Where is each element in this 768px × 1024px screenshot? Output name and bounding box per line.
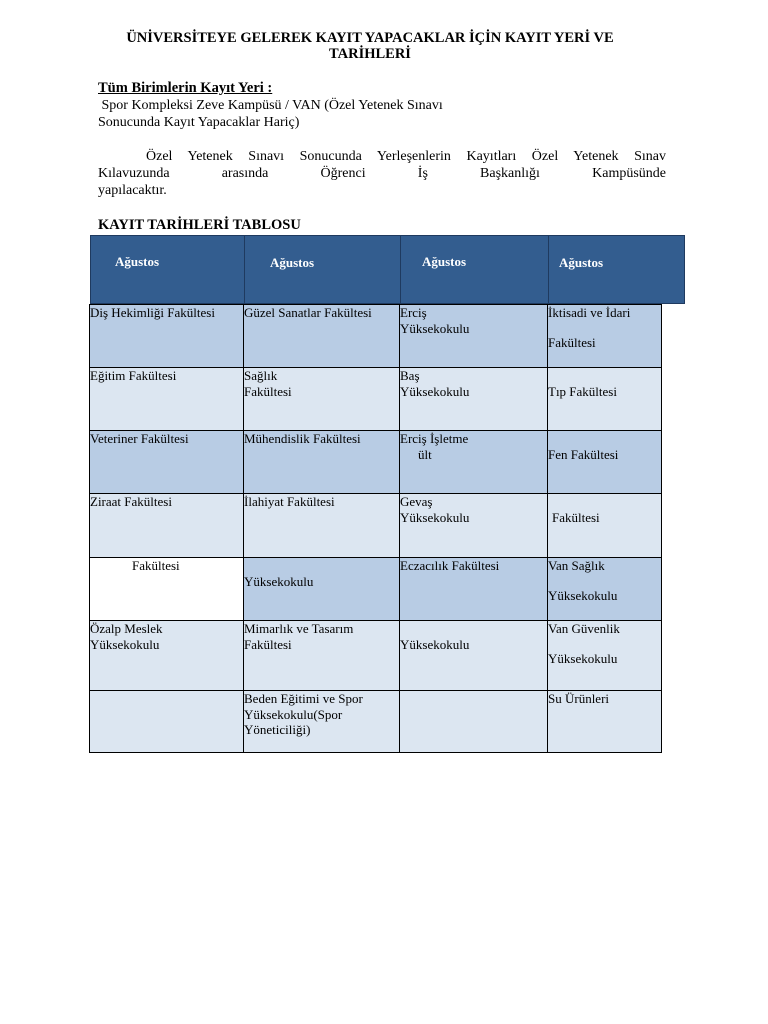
table-cell xyxy=(244,691,400,753)
cell-text: Yüksekokulu xyxy=(400,509,470,525)
header-divider xyxy=(244,236,245,303)
cell-text: Fakültesi xyxy=(244,636,292,652)
table-cell xyxy=(548,691,662,753)
table-row xyxy=(90,431,662,494)
registration-location-heading: Tüm Birimlerin Kayıt Yeri : xyxy=(98,80,273,96)
table-cell xyxy=(90,431,244,494)
cell-text: Yüksekokulu xyxy=(548,587,618,603)
cell-text: Fakültesi xyxy=(552,510,600,525)
cell-text: Erciş xyxy=(400,305,427,320)
cell-text: Özalp Meslek xyxy=(90,621,163,636)
table-cell xyxy=(400,621,548,691)
cell-text: İktisadi ve İdari xyxy=(548,305,631,320)
title-line-2: TARİHLERİ xyxy=(329,46,411,62)
cell-text: ült xyxy=(418,446,432,462)
table-cell xyxy=(244,305,400,368)
cell-text: Erciş İşletme xyxy=(400,431,469,446)
table-row xyxy=(90,558,662,621)
document-title xyxy=(60,30,680,62)
table-heading: KAYIT TARİHLERİ TABLOSU xyxy=(98,217,301,233)
cell-text: Fen Fakültesi xyxy=(548,447,619,462)
cell-text: Yüksekokulu xyxy=(90,636,160,652)
table-cell xyxy=(244,558,400,621)
special-talent-paragraph xyxy=(98,148,666,199)
cell-text: Eğitim Fakültesi xyxy=(90,368,177,383)
cell-text: Yüksekokulu xyxy=(548,650,618,666)
table-cell xyxy=(244,431,400,494)
cell-text: Fakültesi xyxy=(132,558,180,573)
cell-text: Fakültesi xyxy=(548,334,596,350)
cell-text: Van Güvenlik xyxy=(548,621,620,636)
table-row xyxy=(90,691,662,753)
cell-text: İlahiyat Fakültesi xyxy=(244,494,335,509)
cell-text: Tıp Fakültesi xyxy=(548,384,617,399)
table-cell xyxy=(548,431,662,494)
table-cell xyxy=(244,368,400,431)
cell-text: Sağlık xyxy=(244,368,278,383)
table-cell xyxy=(400,305,548,368)
cell-text: Güzel Sanatlar Fakültesi xyxy=(244,305,372,320)
table-cell xyxy=(548,621,662,691)
table-cell xyxy=(400,691,548,753)
table-cell xyxy=(244,621,400,691)
cell-gap xyxy=(548,321,661,335)
table-cell xyxy=(548,494,662,558)
header-cell-2: Ağustos xyxy=(270,255,315,270)
header-cell-4: Ağustos xyxy=(559,255,604,270)
table-cell xyxy=(548,558,662,621)
header-cell-3: Ağustos xyxy=(422,254,467,269)
header-divider xyxy=(548,236,549,303)
paragraph-line-1: Özel Yetenek Sınavı Sonucunda Yerleşenlerin Kayıtları Özel Yetenek Sınav xyxy=(146,149,666,164)
table-row xyxy=(90,494,662,558)
table-cell xyxy=(90,305,244,368)
location-line-2: Sonucunda Kayıt Yapacaklar Hariç) xyxy=(98,115,300,130)
table-row xyxy=(90,368,662,431)
table-header-row xyxy=(90,235,685,304)
paragraph-line-3: yapılacaktır. xyxy=(98,183,167,198)
cell-text: Van Sağlık xyxy=(548,558,605,573)
cell-text: Yüksekokulu(Spor xyxy=(244,706,343,722)
cell-text: Veteriner Fakültesi xyxy=(90,431,189,446)
table-cell xyxy=(400,494,548,558)
cell-text: Su Ürünleri xyxy=(548,691,610,706)
table-cell xyxy=(400,431,548,494)
header-divider xyxy=(400,236,401,303)
table-cell xyxy=(90,691,244,753)
cell-text: Beden Eğitimi ve Spor xyxy=(244,691,363,706)
paragraph-line-2: Kılavuzunda arasında Öğrenci İş Başkanlığı Kampüsünde xyxy=(98,166,666,181)
cell-text: Mühendislik Fakültesi xyxy=(244,431,361,446)
table-cell xyxy=(244,494,400,558)
cell-text: Baş xyxy=(400,368,420,383)
cell-text: Eczacılık Fakültesi xyxy=(400,558,500,573)
table-cell xyxy=(548,368,662,431)
table-cell xyxy=(90,368,244,431)
table-cell xyxy=(400,368,548,431)
table-cell xyxy=(548,305,662,368)
registration-dates-table xyxy=(89,304,662,753)
cell-text: Yöneticiliği) xyxy=(244,722,311,737)
header-cell-1: Ağustos xyxy=(115,254,160,269)
cell-gap xyxy=(548,637,661,651)
cell-text: Yüksekokulu xyxy=(400,637,470,652)
table-cell xyxy=(90,621,244,691)
table-cell xyxy=(90,494,244,558)
cell-gap xyxy=(548,574,661,588)
location-line-1: Spor Kompleksi Zeve Kampüsü / VAN (Özel Yetenek Sınavı xyxy=(98,98,443,113)
table-cell xyxy=(400,558,548,621)
cell-text: Mimarlık ve Tasarım xyxy=(244,621,354,636)
cell-text: Fakültesi xyxy=(244,383,292,399)
table-row xyxy=(90,621,662,691)
cell-text: Diş Hekimliği Fakültesi xyxy=(90,305,215,320)
cell-text: Yüksekokulu xyxy=(400,320,470,336)
title-line-1: ÜNİVERSİTEYE GELEREK KAYIT YAPACAKLAR İÇİN KAYIT YERİ VE xyxy=(126,30,614,46)
cell-text: Yüksekokulu xyxy=(400,383,470,399)
cell-text: Yüksekokulu xyxy=(244,574,314,589)
cell-text: Gevaş xyxy=(400,494,433,509)
table-cell xyxy=(90,558,244,621)
cell-text: Ziraat Fakültesi xyxy=(90,494,172,509)
table-row xyxy=(90,305,662,368)
registration-location-text xyxy=(98,97,518,131)
